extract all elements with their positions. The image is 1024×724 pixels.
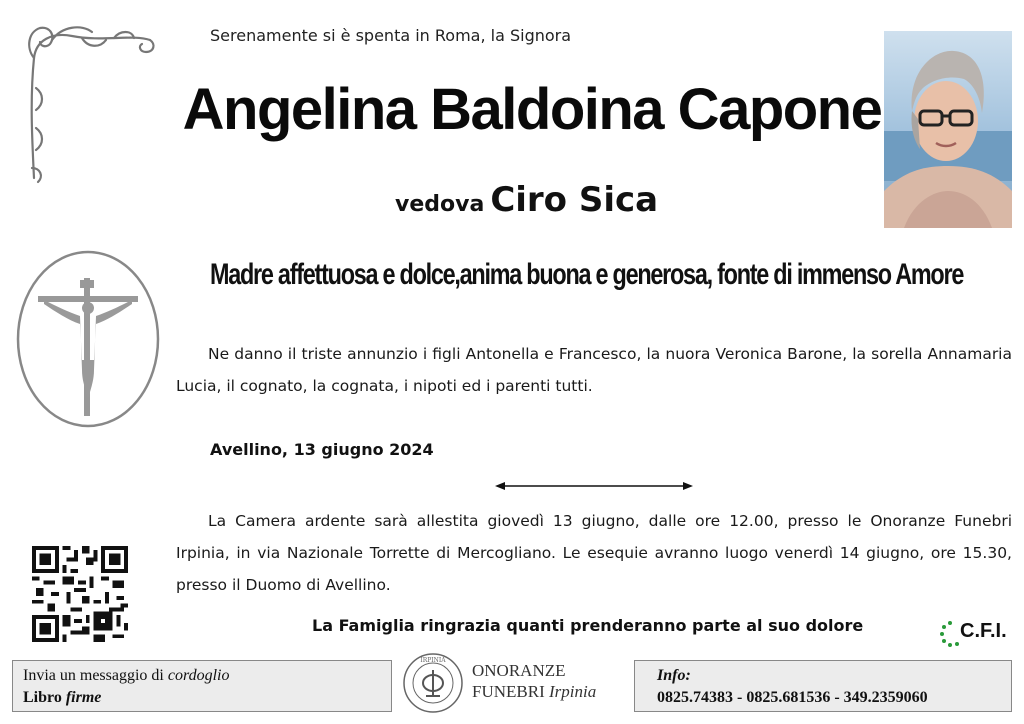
- logo-ring-text: IRPINIA: [420, 657, 446, 664]
- info-phones[interactable]: 0825.74383 - 0825.681536 - 349.2359060: [657, 689, 928, 706]
- announcement-paragraph: [176, 338, 1012, 402]
- deceased-photo: [884, 31, 1012, 228]
- funeral-home-logo-icon: [402, 652, 464, 714]
- cfi-logo-text: C.F.I.: [960, 620, 1007, 642]
- cfi-logo: [940, 618, 1016, 652]
- funeral-details-paragraph: [176, 505, 1012, 601]
- condolence-line-italic: cordoglio: [167, 667, 230, 684]
- funeral-home-line2-text: FUNEBRI: [472, 682, 545, 701]
- condolence-line-text: Invia un messaggio di: [23, 667, 164, 684]
- qr-code-icon[interactable]: [32, 546, 128, 642]
- condolence-box[interactable]: [12, 660, 392, 712]
- epitaph: Madre affettuosa e dolce,anima buona e generosa, fonte di immenso Amore: [210, 258, 964, 291]
- husband-name: Ciro Sica: [490, 180, 659, 220]
- guestbook-line[interactable]: [23, 687, 381, 709]
- place-date: Avellino, 13 giugno 2024: [210, 440, 434, 459]
- deceased-name: Angelina Baldoina Capone: [182, 77, 882, 142]
- family-thanks: La Famiglia ringrazia quanti prenderanno parte al suo dolore: [312, 616, 864, 635]
- funeral-home-line1: ONORANZE: [472, 661, 566, 680]
- funeral-details-text: La Camera ardente sarà allestita giovedì 13 giugno, dalle ore 12.00, presso le Onoranze Funebri Irpinia, in via Nazionale Torrette di Mercogliano. Le esequie avranno luogo venerdì 14 giugno, ore 15.30, presso il Duomo di Avellino.: [176, 512, 1012, 594]
- funeral-home-name: [472, 660, 596, 702]
- info-box: [634, 660, 1012, 712]
- crucifix-icon: [16, 250, 160, 428]
- announcement-text: Ne danno il triste annunzio i figli Antonella e Francesco, la nuora Veronica Barone, la sorella Annamaria Lucia, il cognato, la cognata, i nipoti ed i parenti tutti.: [176, 345, 1012, 395]
- funeral-home-line2-italic: Irpinia: [548, 682, 597, 701]
- guestbook-line-text: Libro: [23, 689, 62, 706]
- guestbook-line-italic: firme: [65, 689, 102, 706]
- widow-line: [395, 180, 658, 220]
- info-label: Info:: [657, 667, 691, 684]
- intro-text: Serenamente si è spenta in Roma, la Signora: [210, 26, 572, 45]
- funeral-home-line2: [472, 681, 596, 702]
- widow-prefix: vedova: [395, 192, 485, 217]
- double-arrow-divider: [495, 480, 693, 492]
- condolence-line[interactable]: [23, 665, 381, 687]
